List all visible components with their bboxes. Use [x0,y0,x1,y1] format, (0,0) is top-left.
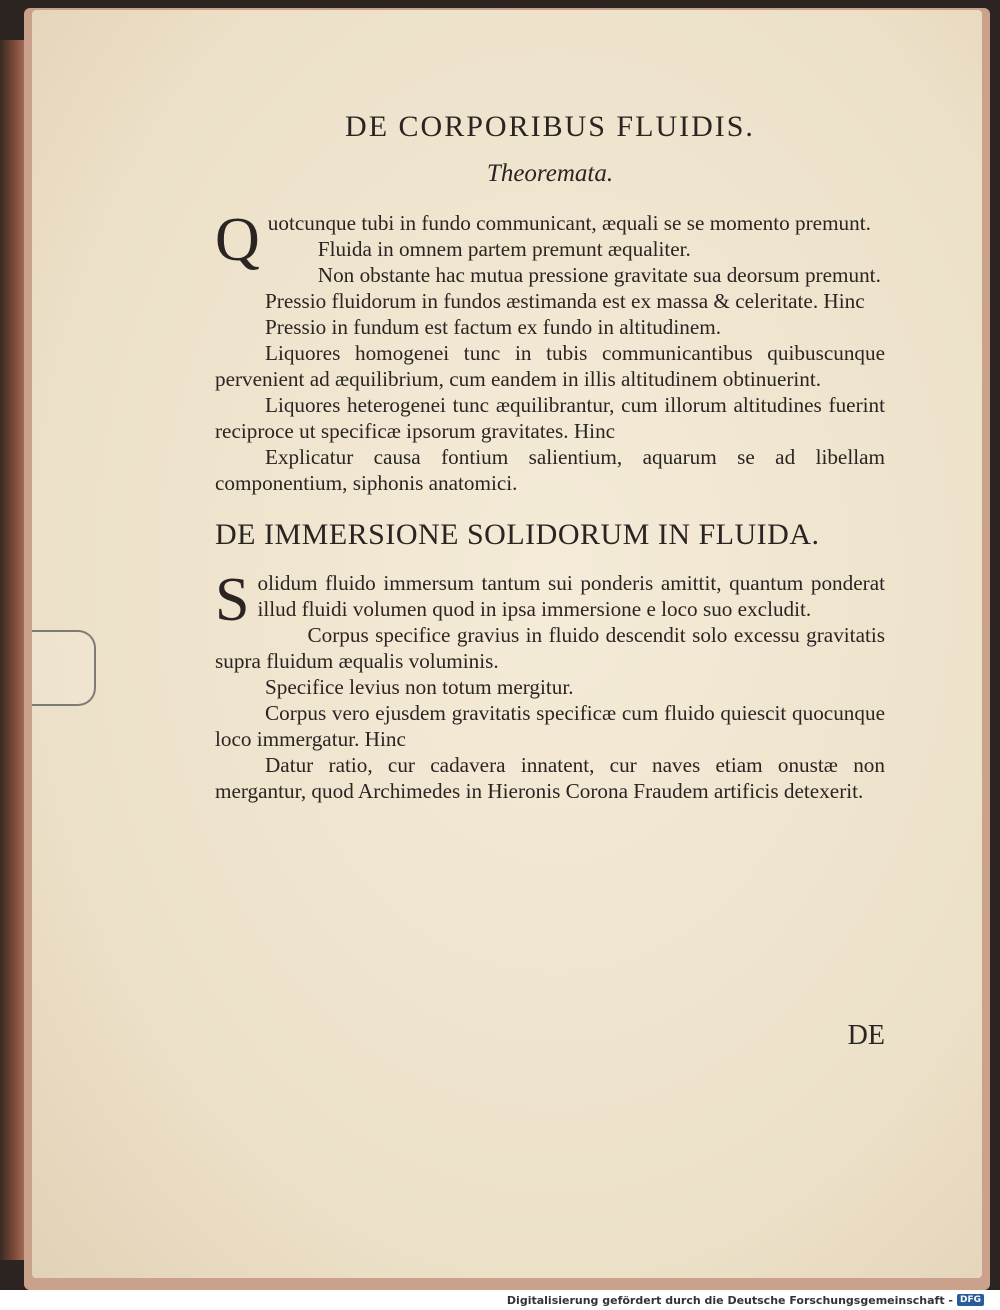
paragraph-text: uotcunque tubi in fundo communicant, æquali se se momento premunt. [267,211,871,235]
dropcap: S [215,566,250,634]
paragraph-first [215,566,885,634]
section-heading: DE IMMERSIONE SOLIDORUM IN FLUIDA. [215,518,820,551]
page-subtitle: Theoremata. [486,160,614,187]
paragraph: Explicatur causa fontium salientium, aquarum se ad libellam componentium, siphonis anatomici. [215,445,885,495]
page-clip [32,630,96,706]
section-fluids [215,206,885,496]
dfg-logo: DFG [957,1294,984,1306]
footer-text: Digitalisierung gefördert durch die Deutsche Forschungsgemeinschaft - [506,1293,953,1307]
paragraph: Corpus specifice gravius in fluido descendit solo excessu gravitatis supra fluidum æqualis voluminis. [215,623,885,673]
paragraph: Pressio in fundum est factum ex fundo in altitudinem. [265,315,722,339]
footer [0,1290,1000,1310]
paragraph: Datur ratio, cur cadavera innatent, cur naves etiam onustæ non mergantur, quod Archimedes in Hieronis Corona Fraudem artificis detexerit. [215,753,885,803]
paragraph-text: olidum fluido immersum tantum sui ponderis amittit, quantum ponderat illud fluidi volumen quod in ipsa immersione e loco suo excludit. [257,571,885,621]
paragraph: Specifice levius non totum mergitur. [265,675,574,699]
page-content [215,110,885,1051]
paragraph: Liquores homogenei tunc in tubis communicantibus quibuscunque pervenient ad æquilibrium, cum eandem in illis altitudinem obtinuerint. [215,341,885,391]
dropcap: Q [215,206,260,274]
paragraph: Fluida in omnem partem premunt æqualiter. [317,237,691,261]
page-title: DE CORPORIBUS FLUIDIS. [345,110,755,143]
paragraph: Pressio fluidorum in fundos æstimanda est ex massa & celeritate. Hinc [265,289,865,313]
section-immersion [215,566,885,804]
catchword: DE [847,1020,885,1051]
paragraph: Non obstante hac mutua pressione gravitate sua deorsum premunt. [317,263,881,287]
paragraph: Corpus vero ejusdem gravitatis specificæ cum fluido quiescit quocunque loco immergatur. Hinc [215,701,885,751]
paragraph: Liquores heterogenei tunc æquilibrantur, cum illorum altitudines fuerint reciproce ut specificæ ipsorum gravitates. Hinc [215,393,885,443]
